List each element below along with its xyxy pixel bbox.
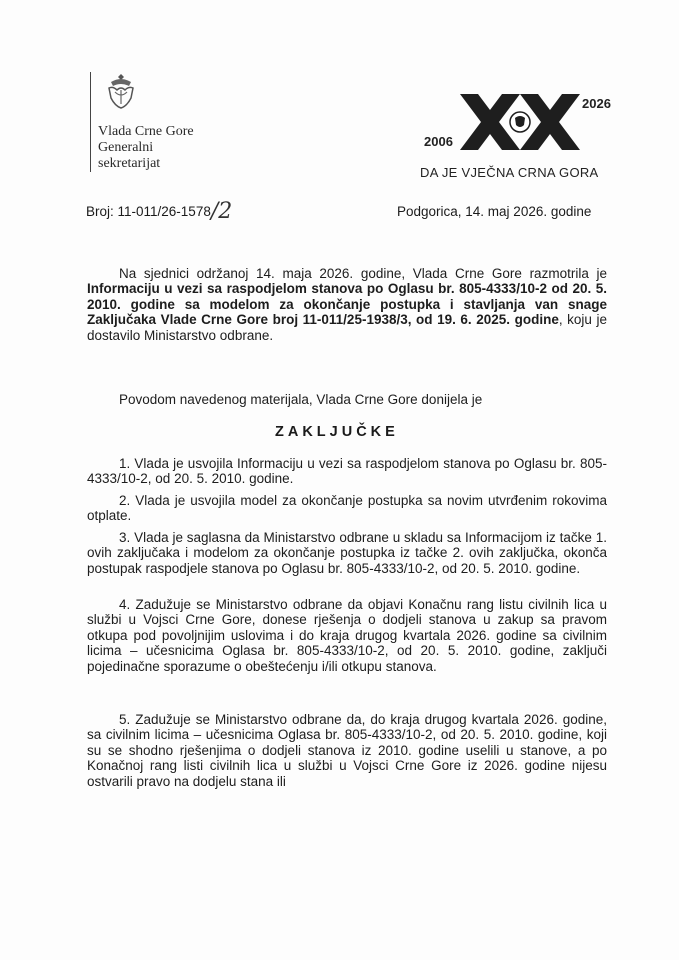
organization-name (98, 124, 194, 172)
reference-number-text: Broj: 11-011/26-1578 (86, 204, 211, 219)
intro-text-2: , koju je dostavilo Ministarstvo odbrane. (87, 312, 607, 343)
intro-bold-title: Informaciju u vezi sa raspodjelom stanova po Oglasu br. 805-4333/10-2 od 20. 5. 2010. godine sa modelom za okončanje postupka i stavljanja van snage Zaključaka Vlade Crne Gore broj 11-011/25-1938/3, od 19. 6. 2025. godine (87, 281, 607, 328)
coat-of-arms-icon (105, 72, 137, 112)
intro-paragraph (87, 266, 607, 343)
conclusion-4 (87, 597, 607, 674)
conclusion-1-text: 1. Vlada je usvojila Informaciju u vezi sa raspodjelom stanova po Oglasu br. 805-4333/10-2, od 20. 5. 2010. godine. (87, 456, 607, 487)
header-divider (90, 72, 91, 172)
reference-number (86, 197, 232, 222)
org-line-1: Vlada Crne Gore (98, 124, 194, 139)
place-date: Podgorica, 14. maj 2026. godine (397, 204, 592, 219)
org-line-3: sekretarijat (98, 156, 161, 171)
povodom-paragraph (87, 392, 607, 407)
logo-motto: DA JE VJEČNA CRNA GORA (420, 165, 599, 180)
intro-text-1: Na sjednici održanoj 14. maja 2026. godine, Vlada Crne Gore razmotrila je (119, 266, 607, 281)
handwritten-suffix: /2 (210, 199, 233, 224)
org-line-2: Generalni (98, 140, 154, 155)
povodom-text: Povodom navedenog materijala, Vlada Crne Gore donijela je (119, 392, 483, 407)
conclusion-2-text: 2. Vlada je usvojila model za okončanje postupka sa novim utvrđenim rokovima otplate. (87, 493, 607, 524)
logo-year-end: 2026 (582, 96, 611, 111)
conclusion-5-text: 5. Zadužuje se Ministarstvo odbrane da, do kraja drugog kvartala 2026. godine, sa civilnim licima – učesnicima Oglasa br. 805-4333/10-2, od 20. 5. 2010. godine, koji su se shodno rješenjima o dodjeli stanova iz 2010. godine uselili u stanove, a po Konačnoj rang listi civilnih lica u službi u Vojsci Crne Gore iz 2026. godine nijesu ostvarili pravo na dodjelu stana ili (87, 712, 607, 789)
conclusion-1 (87, 456, 607, 487)
logo-year-start: 2006 (424, 134, 453, 149)
conclusion-3-text: 3. Vlada je saglasna da Ministarstvo odbrane u skladu sa Informacijom iz tačke 1. ovih zaključaka i modelom za okončanje postupka iz tačke 2. ovih zaključka, okonča postupak raspodjele stanova po Oglasu br. 805-4333/10-2, od 20. 5. 2010. godine. (87, 530, 607, 576)
section-heading: ZAKLJUČKE (275, 424, 399, 440)
conclusion-3 (87, 530, 607, 576)
conclusion-4-text: 4. Zadužuje se Ministarstvo odbrane da objavi Konačnu rang listu civilnih lica u službi u Vojsci Crne Gore, donese rješenja o dodjeli stanova u zakup sa pravom otkupa pod povoljnijim uslovima i do kraja drugog kvartala 2026. godine sa civilnim licima – učesnicima Oglasa br. 805-4333/10-2, od 20. 5. 2010. godine, zaključi pojedinačne sporazume o obeštećenju i/ili otkupu stanova. (87, 597, 607, 674)
conclusion-2 (87, 493, 607, 524)
conclusion-5 (87, 712, 607, 789)
